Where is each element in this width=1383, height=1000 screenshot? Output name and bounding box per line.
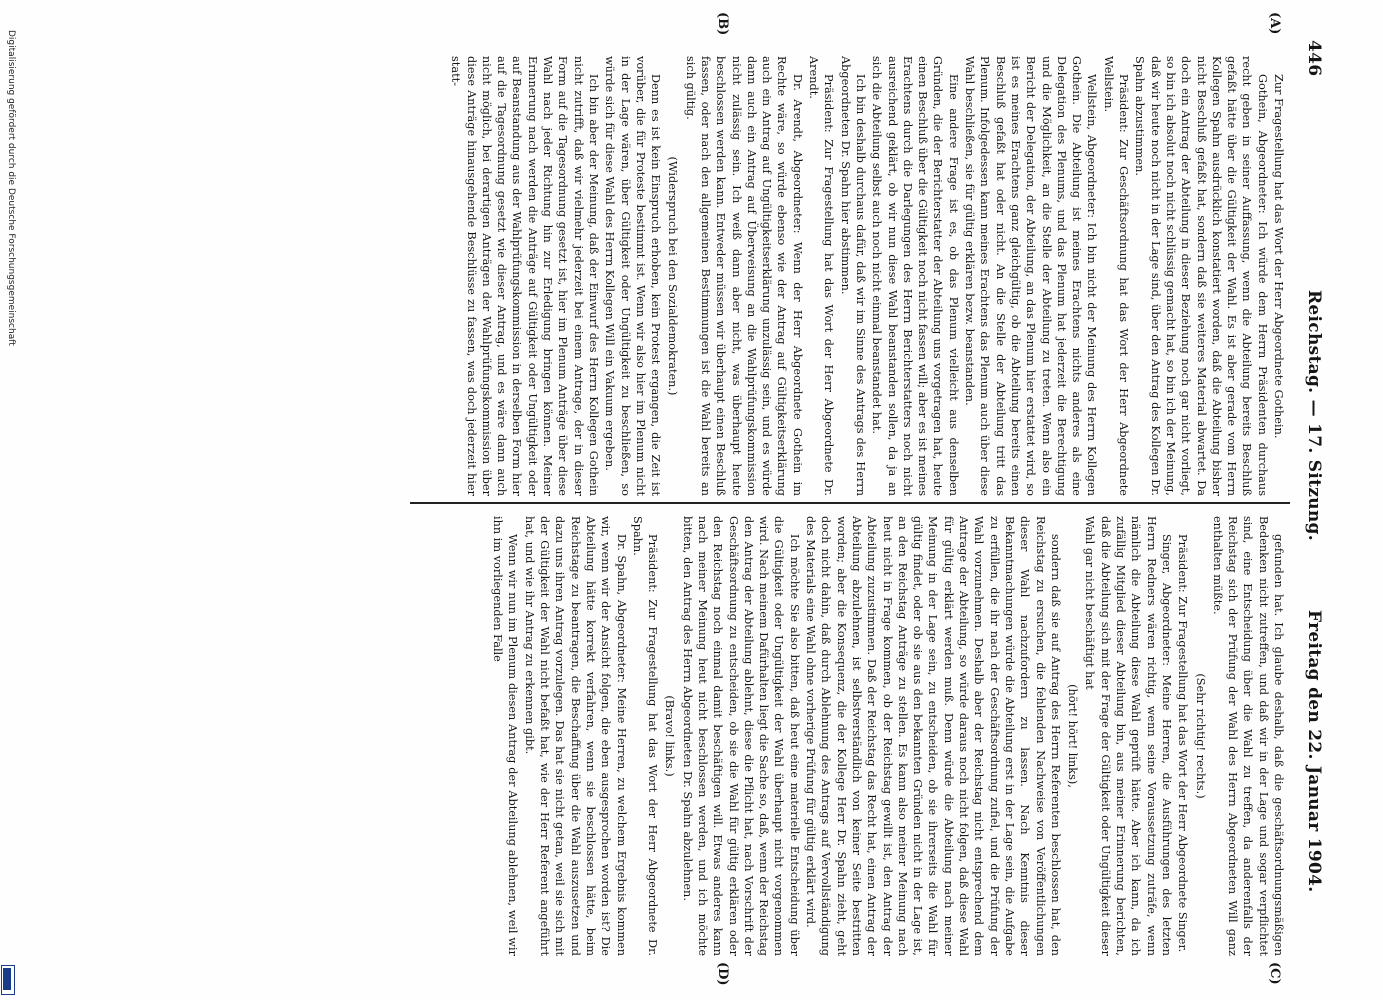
session-title: Reichstag. — 17. Sitzung. [1304,290,1324,541]
paragraph: Präsident: Zur Geschäftsordnung hat das Wort der Herr Abgeordnete Wellstein. [1101,56,1131,496]
paragraph: Eine andere Frage ist es, ob das Plenum vielleicht aus denselben Gründen, die der Berichterstatter der Abteilung uns vorgetragen hat, heute einen Beschluß über die Gültigkeit noch nicht fassen will; aber es ist meines Erachtens durch die Darlegungen des Herrn Berichterstatters noch nicht ausreichend geklärt, ob wir nun diese Wahl beanstanden sollen, da ja an sich die Abteilung selbst auch noch nicht einmal beanstandet hat. [870,56,960,496]
right-column [489,516,1286,956]
paragraph: gefunden hat. Ich glaube deshalb, daß die geschäftsordnungsmäßigen Bedenken nicht zutreffen, und daß wir in der Lage und sogar verpflichtet sind, eine Entscheidung über die Wahl zu treffen, da anderenfalls der Reichstag sich der Prüfung der Wahl des Herrn Abgeordneten Will ganz enthalten müßte. [1210,516,1285,956]
paragraph: Präsident: Zur Fragestellung hat das Wort der Herr Abgeordnete Singer. [1176,534,1190,953]
digitization-credit [2,30,16,990]
rotated-document [60,12,1330,986]
digitization-credit-text: Digitalisierung gefördert durch die Deutsche Forschungsgemeinschaft [6,30,16,346]
paragraph: Zur Fragestellung hat das Wort der Herr Abgeordnete Gothein. [1272,74,1285,439]
margin-mark-c: (C) [1267,962,1282,985]
interjection: (hört! hört! links), [1066,684,1080,788]
left-column [447,56,1286,496]
paragraph: Dr. Arendt, Abgeordneter: Wenn der Herr Abgeordnete Gothein im Rechte wäre, so würde ebenso wie der Antrag auf Gültigkeitserklärung auch ein Antrag auf Ungültigkeitserklärung unzulässig sein, und es würde dann auch ein Antrag auf Überweisung an die Wahlprüfungskommission nicht zulässig sein. Ich weiß dann aber nicht, was überhaupt heute beschlossen werden kann. Entweder müssen wir überhaupt einen Beschluß fassen, oder nach den allgemeinen Bestimmungen ist die Wahl bereits an sich gültig. [683,56,804,496]
column-divider [410,502,1290,504]
margin-mark-b: (B) [715,12,730,36]
paragraph: Singer, Abgeordneter: Meine Herren, die Ausführungen des letzten Herrn Redners wären richtig, wenn seine Voraussetzung zuträfe, wenn nämlich die Abteilung diese Wahl geprüft hätte. Aber ich kann, da ich zufällig Mitglied dieser Abteilung bin, aus meiner Erinnerung berichten, daß die Abteilung sich mit der Frage der Gültigkeit oder Ungültigkeit dieser Wahl gar nicht beschäftigt hat [1083,516,1173,956]
paragraph: Denn es ist kein Einspruch erhoben, kein Protest ergangen, die Zeit ist vorüber, die für Proteste bestimmt ist. Wenn wir also hier im Plenum nicht in der Lage wären, über Gültigkeit oder Ungültigkeit zu beschließen, so würde sich für diese Wahl des Herrn Kollegen Will ein Vakuum ergeben. [603,56,663,496]
interjection: (Sehr richtig! rechts.) [1193,673,1207,799]
paragraph: Wenn wir nun im Plenum diesen Antrag der Abteilung ablehnen, weil wir ihn im vorliegenden Falle [491,516,520,956]
paragraph: Ich möchte Sie also bitten, daß heut eine materielle Entscheidung über die Gültigkeit oder Ungültigkeit der Wahl überhaupt nicht vorgenommen wird. Nach meinem Dafürhalten liegt die Sache so, daß, wenn der Reichstag den Antrag der Abteilung ablehnt, diese die Pflicht hat, nach Vorschrift der Geschäftsordnung zu entscheiden, ob sie die Wahl für gültig erklären oder den Reichstag noch einmal damit beschäftigen will. Etwas anderes kann nach meiner Meinung heut nicht beschlossen werden, und ich möchte bitten, den Antrag des Herrn Abgeordneten Dr. Spahn abzulehnen. [680,516,801,956]
margin-mark-a: (A) [1267,12,1282,35]
dfg-logo-icon [1,965,15,995]
paragraph: Wellstein, Abgeordneter: Ich bin nicht der Meinung des Herrn Kollegen Gothein. Die Abteilung ist meines Erachtens nichts anderes als eine Delegation des Plenums, und das Plenum hat jederzeit die Berechtigung und die Möglichkeit, an die Stelle der Abteilung zu treten. Wenn also ein Bericht der Delegation, der Abteilung, an das Plenum hier erstattet wird, so ist es meines Erachtens ganz gleichgültig, ob die Abteilung bereits einen Beschluß gefaßt hat oder nicht. An die Stelle der Abteilung tritt das Plenum. Infolgedessen kann meines Erachtens das Plenum auch über diese Wahl beschließen, sie für gültig erklären bezw. beanstanden. [963,56,1099,496]
paragraph: Dr. Spahn, Abgeordneter: Meine Herren, zu welchem Ergebnis kommen wir, wenn wir der Ansicht folgen, die eben ausgesprochen worden ist? Die Abteilung hätte korrekt verfahren, wenn sie beschlossen hätte, beim Reichstage zu beantragen, die Beschaffung über die Wahl auszusetzen und dazu uns ihren Antrag vorzulegen. Das hat sie nicht getan, weil sie sich mit der Gültigkeit der Wahl nicht befaßt hat, wie der Herr Referent angeführt hat, und wie ihr Antrag zu erkennen gibt. [522,516,628,956]
page-header [1294,40,1330,960]
interjection: (Widerspruch bei den Sozialdemokraten.) [666,156,680,396]
session-date: Freitag den 22. Januar 1904. [1304,610,1324,893]
margin-mark-d: (D) [715,962,730,986]
paragraph: Ich bin deshalb durchaus dafür, daß wir im Sinne des Antrags des Herrn Abgeordneten Dr. Spahn hier abstimmen. [838,56,867,496]
paragraph: Ich bin aber der Meinung, daß der Einwurf des Herrn Kollegen Gothein nicht zutrifft, daß wir vielmehr jederzeit bei einem Antrage, der in dieser Form auf die Tagesordnung gesetzt ist, hier im Plenum Anträge über diese Wahl nach jeder Richtung hin zur Erledigung bringen können. Meiner Erinnerung nach werden die Anträge auf Gültigkeit oder Ungültigkeit oder auf Beanstandung aus der Wahlprüfungskommission in derselben Form hier auf die Tagesordnung gesetzt wie dieser Antrag, und es wäre dann auch nicht möglich, bei derartigen Anträgen der Wahlprüfungskommission über diese Anträge hinausgehende Beschlüsse zu fassen, was doch jederzeit hier statt- [449,56,600,496]
paragraph: sondern daß sie auf Antrag des Herrn Referenten beschlossen hat, den Reichstag zu ersuchen, die fehlenden Nachweise von Veröffentlichungen dieser Wahl nachzufordern zu lassen. Nach Kenntnis dieser Bekanntmachungen würde die Abteilung erst in der Lage sein, die Aufgabe zu erfüllen, die ihr nach der Geschäftsordnung zufiel, und die Prüfung der Wahl vorzunehmen. Deshalb aber der Reichstag nicht entsprechend dem Antrage der Abteilung, so würde daraus noch nicht folgen, daß diese Wahl für gültig erklärt werden muß. Denn würde die Abteilung nach meiner Meinung in der Lage sein, zu entscheiden, ob sie ihrerseits die Wahl für gültig findet, oder ob sie aus den bekannten Gründen nicht in der Lage ist, an den Reichstag Anträge zu stellen. Es kann also meiner Meinung nach heut nicht in Frage kommen, ob der Reichstag gewillt ist, den Antrag der Abteilung zuzustimmen. Daß der Reichstag das Recht hat, einen Antrag der Abteilung abzulehnen, ist selbstverständlich von keiner Seite bestritten worden; aber die Konsequenz, die der Kollege Herr Dr. Spahn zieht, geht doch nicht dahin, daß durch Ablehnung des Antrags auf Vervollständigung des Materials eine Wahl ohne vorherige Prüfung für gültig erklärt wird. [804,516,1062,956]
paragraph: Präsident: Zur Fragestellung hat das Wort der Herr Abgeordnete Dr. Spahn. [630,516,660,956]
interjection: (Bravo! links.) [663,695,677,777]
page-number: 446 [1304,40,1324,77]
paragraph: Gothein, Abgeordneter: Ich würde dem Herrn Präsidenten durchaus recht geben in seiner Auffassung, wenn die Abteilung bereits Beschluß gefaßt hätte über die Gültigkeit der Wahl. Es ist aber gerade vom Herrn Kollegen Spahn ausdrücklich konstatiert worden, daß die Abteilung bisher nicht Beschluß gefaßt hat, sondern daß sie weiteres Material abwartet. Da doch ein Antrag der Abteilung in dieser Beziehung noch gar nicht vorliegt, so bin ich absolut noch nicht schlüssig gemacht hat, so bin ich der Meinung, daß wir heute noch nicht in der Lage sind, über den Antrag des Kollegen Dr. Spahn abzustimmen. [1133,56,1269,496]
paragraph: Präsident: Zur Fragestellung hat das Wort der Herr Abgeordnete Dr. Arendt. [807,56,836,496]
